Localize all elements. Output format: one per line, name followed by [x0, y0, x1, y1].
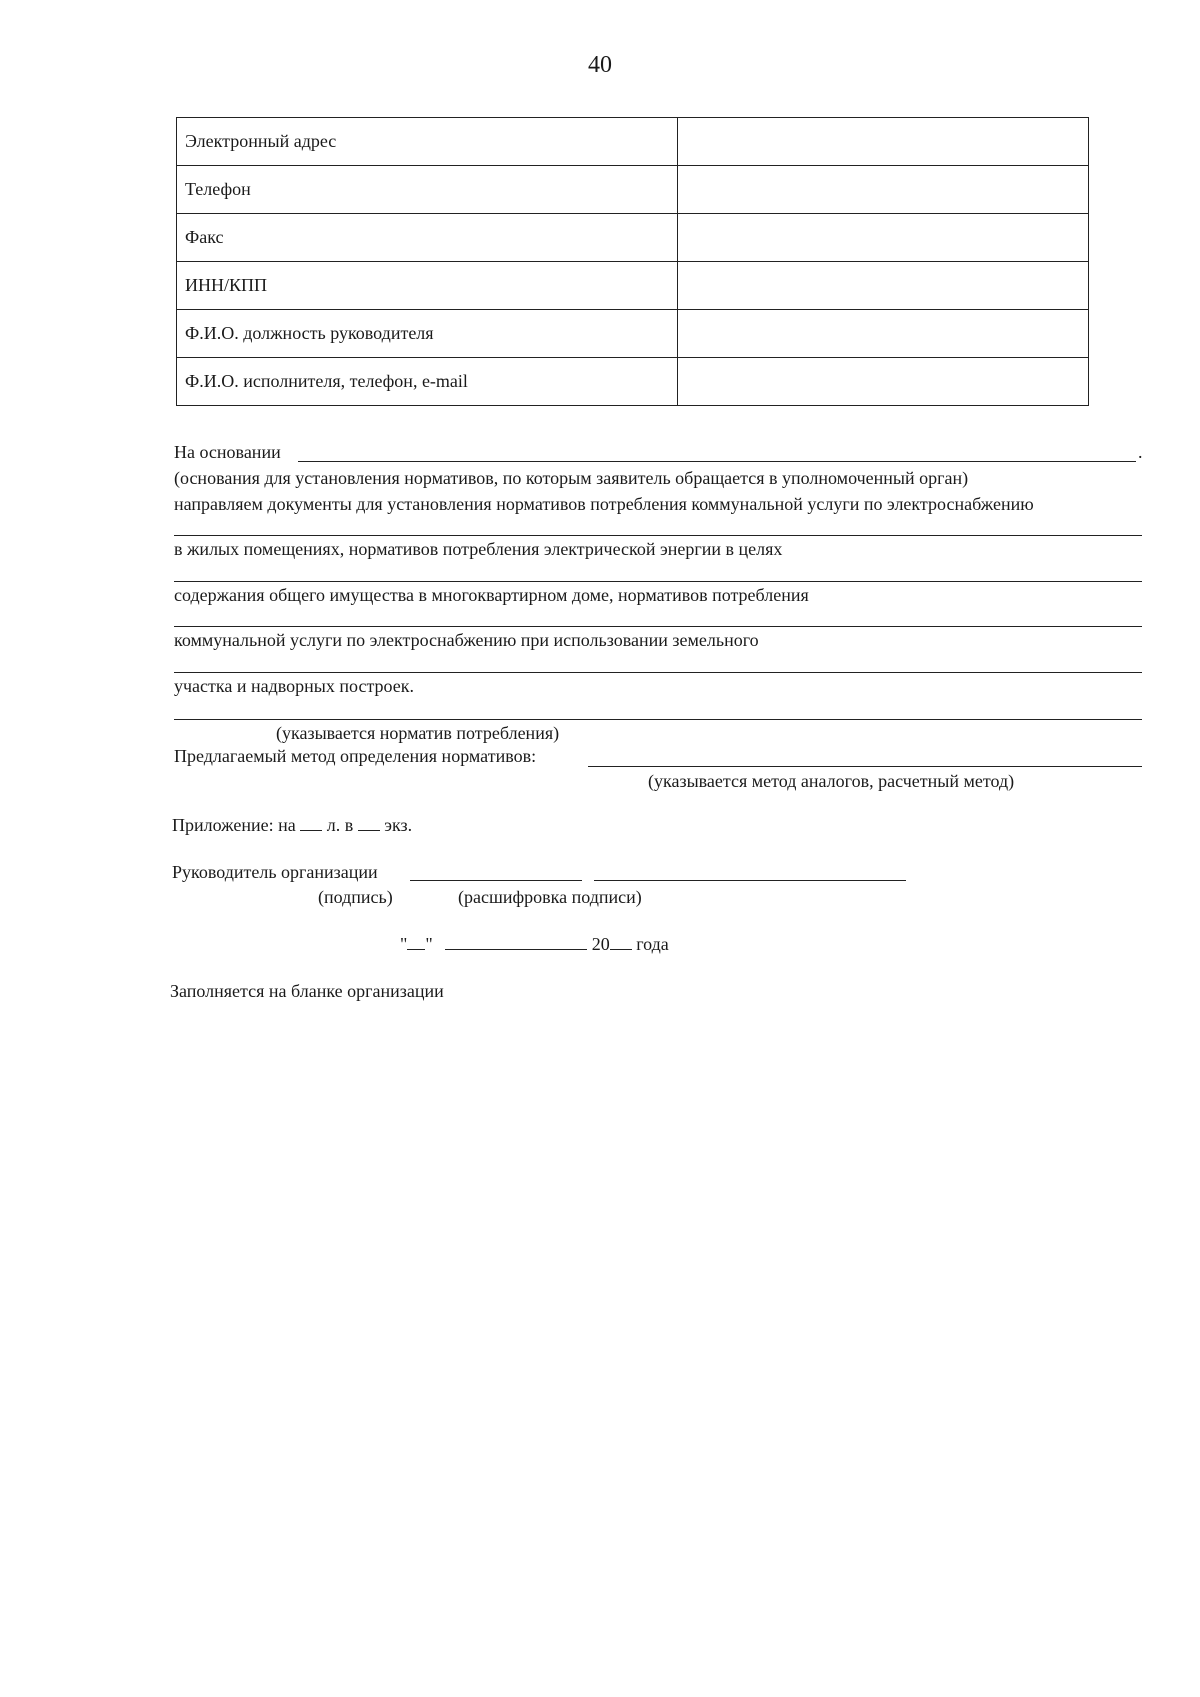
table-row-value[interactable] — [678, 214, 1089, 262]
table-row-label: Телефон — [177, 166, 678, 214]
rule-2 — [174, 581, 1142, 582]
signature-blank[interactable] — [410, 880, 582, 881]
body-line-2: в жилых помещениях, нормативов потребления электрической энергии в целях — [174, 539, 783, 559]
attachment-prefix: Приложение: на — [172, 815, 296, 835]
date-year-blank[interactable] — [610, 935, 632, 950]
body-line-5: участка и надворных построек. — [174, 676, 414, 696]
table-row-value[interactable] — [678, 166, 1089, 214]
table-row-label: Факс — [177, 214, 678, 262]
table-row-value[interactable] — [678, 118, 1089, 166]
signature-decode-hint: (расшифровка подписи) — [458, 887, 642, 907]
rule-4 — [174, 672, 1142, 673]
table-row-label: Ф.И.О. исполнителя, телефон, e-mail — [177, 358, 678, 406]
basis-end-mark: . — [1138, 442, 1143, 462]
table-row-value[interactable] — [678, 262, 1089, 310]
table-row — [177, 118, 1089, 166]
signature-label: Руководитель организации — [172, 862, 378, 882]
rule-1 — [174, 535, 1142, 536]
rule-3 — [174, 626, 1142, 627]
signature-sign-hint: (подпись) — [318, 887, 393, 907]
method-hint: (указывается метод аналогов, расчетный метод) — [648, 771, 1015, 791]
date-quote-close: " — [425, 934, 433, 954]
date-day-blank[interactable] — [407, 935, 425, 950]
attachment-suffix: экз. — [384, 815, 413, 835]
table-row-value[interactable] — [678, 310, 1089, 358]
attachment-line — [172, 815, 412, 835]
table-row — [177, 310, 1089, 358]
attachment-pages-blank[interactable] — [300, 816, 322, 831]
norm-hint: (указывается норматив потребления) — [276, 723, 560, 743]
basis-blank[interactable] — [298, 461, 1136, 462]
basis-hint: (основания для установления нормативов, по которым заявитель обращается в уполномоченный орган) — [174, 468, 969, 488]
basis-line — [174, 442, 281, 462]
table-row — [177, 358, 1089, 406]
table-row — [177, 262, 1089, 310]
table-row-value[interactable] — [678, 358, 1089, 406]
body-line-1: направляем документы для установления нормативов потребления коммунальной услуги по электроснабжению — [174, 494, 1034, 514]
date-quote-open: " — [400, 934, 408, 954]
body-line-3: содержания общего имущества в многоквартирном доме, нормативов потребления — [174, 585, 809, 605]
table-row-label: ИНН/КПП — [177, 262, 678, 310]
organization-info-table — [176, 117, 1089, 406]
attachment-copies-blank[interactable] — [358, 816, 380, 831]
date-line — [400, 934, 669, 954]
table-row — [177, 166, 1089, 214]
table-row-label: Ф.И.О. должность руководителя — [177, 310, 678, 358]
signature-decode-blank[interactable] — [594, 880, 906, 881]
method-label: Предлагаемый метод определения нормативов: — [174, 746, 537, 766]
table-row-label: Электронный адрес — [177, 118, 678, 166]
method-blank[interactable] — [588, 766, 1142, 767]
date-month-blank[interactable] — [445, 935, 587, 950]
date-year-prefix: 20 — [591, 934, 610, 954]
basis-label: На основании — [174, 442, 281, 462]
table-row — [177, 214, 1089, 262]
body-line-4: коммунальной услуги по электроснабжению при использовании земельного — [174, 630, 759, 650]
attachment-middle: л. в — [326, 815, 354, 835]
page-number: 40 — [588, 52, 612, 78]
footer-note: Заполняется на бланке организации — [170, 981, 444, 1001]
norm-blank[interactable] — [174, 719, 1142, 720]
date-year-suffix: года — [636, 934, 669, 954]
